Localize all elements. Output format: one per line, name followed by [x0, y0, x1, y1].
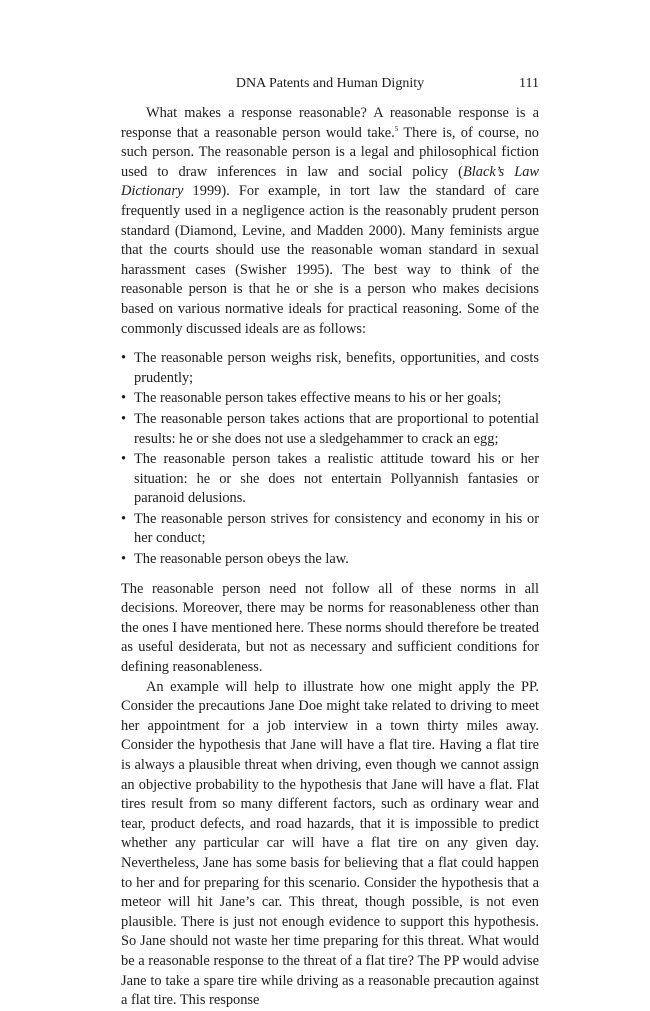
- paragraph-text: There is, of course, no such person. The reasonable person is a legal and philosophical fiction used to draw inferences in law and social policy (: [121, 124, 539, 180]
- list-item-text: The reasonable person takes actions that are proportional to potential results: he or she does not use a sledgehammer to crack an egg;: [134, 410, 539, 447]
- paragraph-example: An example will help to illustrate how one might apply the PP. Consider the precautions Jane Doe might take related to driving to meet her appointment for a job interview in a town thirty miles away. Consider the hypothesis that Jane will have a flat tire. Having a flat tire is always a plausible threat when driving, even though we cannot assign an objective probability to the hypothesis that Jane will have a flat. Flat tires result from so many different factors, such as ordinary wear and tear, product defects, and road hazards, that it is impossible to predict whether any particular car will have a flat tire on any given day. Nevertheless, Jane has some basis for believing that a flat could happen to her and for preparing for this scenario. Consider the hypothesis that a meteor will hit Jane’s car. This threat, though possible, is not even plausible. There is just not enough evidence to support this hypothesis. So Jane should not waste her time preparing for this threat. What would be a reasonable response to the threat of a flat tire? The PP would advise Jane to take a spare tire while driving as a reasonable precaution against a flat tire. This response: [121, 678, 539, 1009]
- list-item: [121, 389, 539, 409]
- list-item: [121, 510, 539, 549]
- bullet: •: [121, 390, 127, 407]
- list-item: [121, 349, 539, 388]
- paragraph-norms: The reasonable person need not follow all of these norms in all decisions. Moreover, there may be norms for reasonableness other than the ones I have mentioned here. These norms should therefore be treated as useful desiderata, but not as necessary and sufficient conditions for defining reasonableness.: [121, 580, 539, 676]
- list-item-text: The reasonable person takes effective means to his or her goals;: [134, 390, 502, 407]
- list-item-text: The reasonable person takes a realistic attitude toward his or her situation: he or she does not entertain Pollyannish fantasies or paranoid delusions.: [134, 451, 539, 507]
- bullet: •: [121, 551, 127, 568]
- footnote-marker[interactable]: 5: [394, 124, 399, 133]
- paragraph-reasonable-response: [121, 104, 539, 339]
- list-item: [121, 550, 539, 570]
- paragraph-text: 1999). For example, in tort law the standard of care frequently used in a negligence action is the reasonably prudent person standard (Diamond, Levine, and Madden 2000). Many feminists argue that the courts should use the reasonable woman standard in sexual harassment cases (Swisher 1995). The best way to think of the reasonable person is that he or she is a person who makes decisions based on various normative ideals for practical reasoning. Some of the commonly discussed ideals are as follows:: [121, 183, 539, 337]
- list-item-text: The reasonable person weighs risk, benefits, opportunities, and costs prudently;: [134, 350, 539, 386]
- list-item-text: The reasonable person strives for consistency and economy in his or her conduct;: [134, 510, 539, 547]
- bullet: •: [121, 451, 127, 468]
- list-item: [121, 450, 539, 509]
- page-body: [121, 104, 539, 1011]
- bullet: •: [121, 350, 127, 367]
- running-title: DNA Patents and Human Dignity: [235, 76, 425, 91]
- list-item-text: The reasonable person obeys the law.: [134, 551, 349, 568]
- citation-title: Black’s Law Dictionary: [121, 163, 539, 200]
- page-number: 111: [519, 76, 539, 91]
- ideals-list: [121, 349, 539, 570]
- running-header: [121, 76, 539, 96]
- paragraph-text: What makes a response reasonable? A reasonable response is a response that a reasonable person would take.: [121, 105, 539, 141]
- bullet: •: [121, 410, 127, 427]
- bullet: •: [121, 510, 127, 527]
- list-item: [121, 410, 539, 449]
